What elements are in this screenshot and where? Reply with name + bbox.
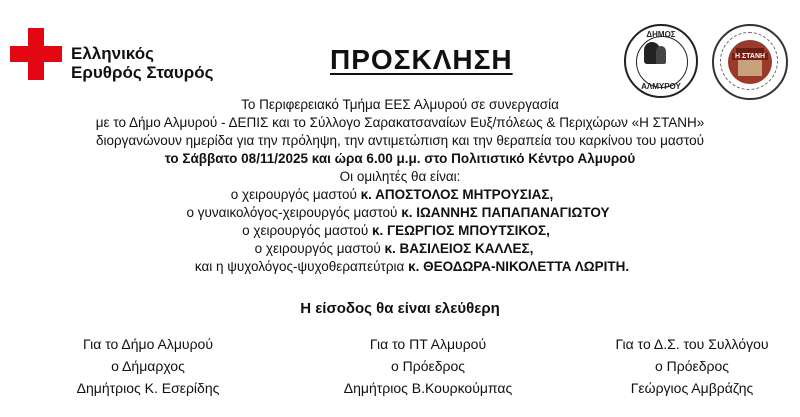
speakers-list — [0, 186, 800, 276]
signature-line-2: ο Δήμαρχος — [111, 358, 185, 374]
signature-association — [572, 333, 800, 399]
speaker-item — [12, 258, 800, 276]
signature-line-1: Για το ΠΤ Αλμυρού — [369, 336, 487, 352]
signature-municipality — [28, 333, 268, 399]
seal-top-text: ΔΗΜΟΣ — [646, 30, 676, 39]
signature-line-3: Γεώργιος Αμβράζης — [630, 380, 754, 396]
speaker-item — [0, 204, 798, 222]
signature-line-3: Δημήτριος Β.Κουρκούμπας — [343, 380, 513, 396]
speaker-role: και η ψυχολόγος-ψυχοθεραπεύτρια — [194, 259, 409, 274]
speaker-name: κ. ΘΕΟΔΩΡΑ-ΝΙΚΟΛΕΤΤΑ ΛΩΡΙΤΗ. — [408, 259, 630, 274]
signature-line-2: ο Πρόεδρος — [390, 358, 466, 374]
intro-line-1: Το Περιφερειακό Τμήμα ΕΕΣ Αλμυρού σε συνεργασία — [241, 97, 559, 112]
org-line-1: Ελληνικός — [71, 44, 154, 63]
speaker-name: κ. ΒΑΣΙΛΕΙΟΣ ΚΑΛΛΕΣ, — [384, 241, 534, 256]
association-seal-label: Η ΣΤΑΝΗ — [732, 53, 768, 60]
intro-text — [0, 96, 800, 186]
event-date-line: το Σάββατο 08/11/2025 και ώρα 6.00 μ.μ. στο Πολιτιστικό Κέντρο Αλμυρού — [164, 151, 636, 166]
page-title: ΠΡΟΣΚΛΗΣΗ — [330, 44, 513, 75]
speaker-name: κ. ΑΠΟΣΤΟΛΟΣ ΜΗΤΡΟΥΣΙΑΣ, — [360, 187, 554, 202]
free-entry-notice: Η είσοδος θα είναι ελεύθερη — [300, 300, 500, 317]
speaker-role: ο γυναικολόγος-χειρουργός μαστού — [186, 205, 402, 220]
speaker-item — [0, 222, 796, 240]
speaker-name: κ. ΙΩΑΝΝΗΣ ΠΑΠΑΠΑΝΑΓΙΩΤΟΥ — [401, 205, 610, 220]
signature-line-1: Για το Δήμο Αλμυρού — [82, 336, 213, 352]
signature-line-3: Δημήτριος Κ. Εσερίδης — [76, 380, 220, 396]
speaker-role: ο χειρουργός μαστού — [230, 187, 361, 202]
org-line-2: Ερυθρός Σταυρός — [71, 63, 214, 82]
association-seal — [712, 24, 788, 100]
intro-line-2: με το Δήμο Αλμυρού - ΔΕΠΙΣ και το Σύλλογο Σαρακατσαναίων Ευξ/πόλεως & Περιχώρων «Η ΣΤΑΝΗ» — [95, 115, 705, 130]
signature-line-2: ο Πρόεδρος — [654, 358, 730, 374]
signature-red-cross — [308, 333, 548, 399]
speaker-item — [0, 186, 792, 204]
signature-line-1: Για το Δ.Σ. του Συλλόγου — [615, 336, 769, 352]
organization-name — [71, 44, 214, 82]
speakers-heading: Οι ομιλητές θα είναι: — [339, 169, 461, 184]
speaker-item — [0, 240, 794, 258]
speaker-role: ο χειρουργός μαστού — [242, 223, 372, 238]
red-cross-logo — [10, 28, 62, 80]
speaker-name: κ. ΓΕΩΡΓΙΟΣ ΜΠΟΥΤΣΙΚΟΣ, — [371, 223, 550, 238]
seal-bottom-text: ΑΛΜΥΡΟΥ — [641, 82, 681, 91]
speaker-role: ο χειρουργός μαστού — [254, 241, 385, 256]
municipality-seal — [624, 24, 698, 98]
intro-line-3: διοργανώνουν ημερίδα για την πρόληψη, την αντιμετώπιση και την θεραπεία του καρκίνου του μαστού — [95, 133, 705, 148]
